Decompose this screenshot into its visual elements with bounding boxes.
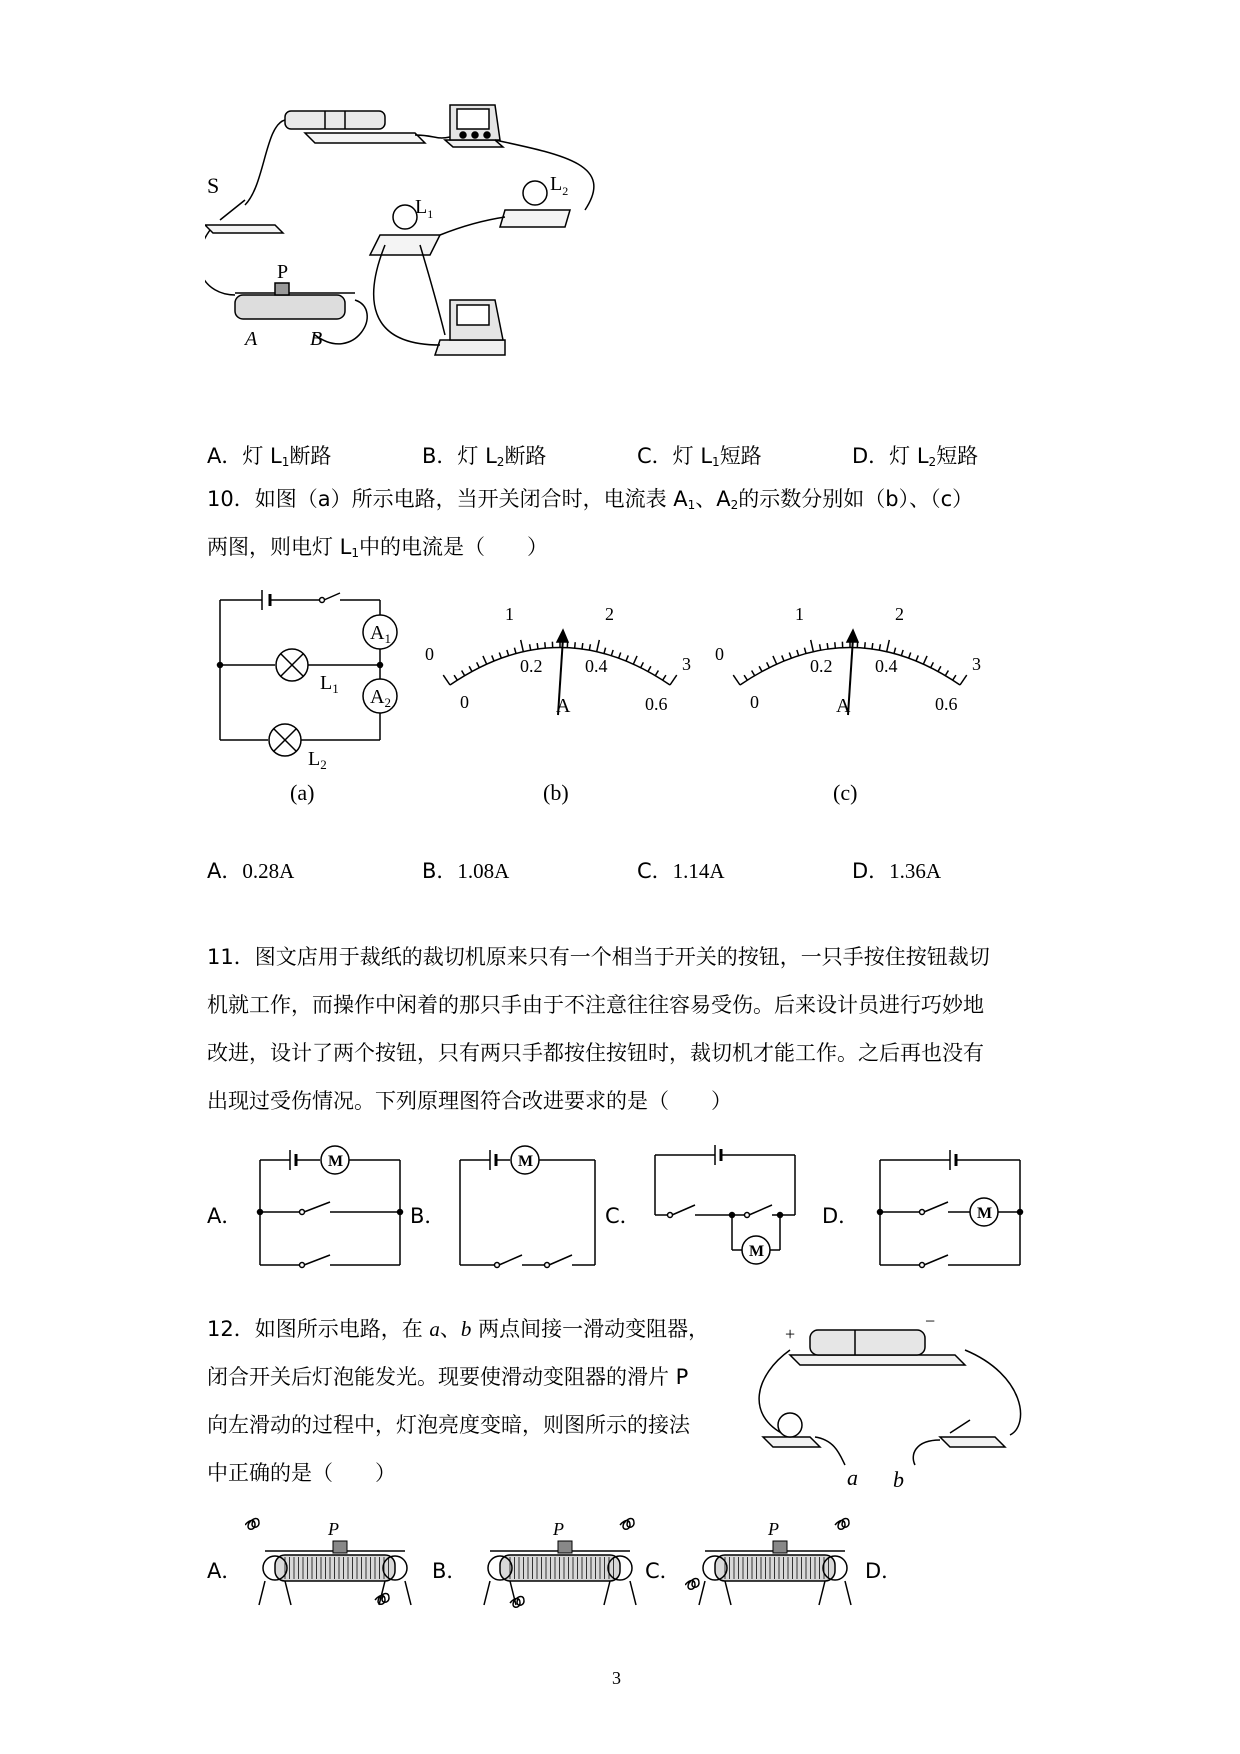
q9-label-a: A [245, 328, 258, 350]
q12-rheostat-c [685, 1515, 865, 1625]
q11-option-a[interactable]: A． [207, 1204, 243, 1228]
meter-tick [626, 655, 628, 661]
meter-tick [767, 662, 770, 667]
meter-tick [589, 644, 590, 650]
meter-tick [633, 656, 637, 664]
q9-label-p: P [277, 261, 289, 283]
q11-option-b[interactable]: B． [410, 1204, 446, 1228]
meter-tick [773, 656, 777, 664]
meter-tick [604, 648, 606, 654]
q10-meter-c-bottom-1: 0.2 [810, 656, 833, 676]
q12-option-a[interactable]: A． [207, 1559, 243, 1583]
q10-meter-c-top-1: 1 [795, 604, 804, 624]
q10-meter-c [710, 590, 1000, 805]
q12-label-plus: + [785, 1324, 796, 1344]
q12-question-line3: 向左滑动的过程中，灯泡亮度变暗，则图所示的接法 [207, 1413, 690, 1437]
meter-tick [469, 666, 472, 671]
meter-tick [545, 642, 546, 648]
q12-rheostat-b [470, 1515, 650, 1625]
q10-option-c[interactable]: C．1.14A [637, 859, 725, 883]
meter-tick [611, 650, 613, 656]
q10-question-line2: 两图，则电灯 $L_1$中的电流是（ ） [207, 535, 549, 560]
meter-tick [514, 648, 516, 654]
q9-option-b[interactable]: B．灯 $L_2$断路 [422, 444, 547, 469]
q10-meter-c-bottom-3: 0.6 [935, 694, 958, 714]
meter-tick [953, 675, 956, 680]
meter-tick [499, 653, 501, 659]
meter-tick [797, 650, 799, 656]
q11-question-line3: 改进，设计了两个按钮，只有两只手都按住按钮时，裁切机才能工作。之后再也没有 [207, 1041, 984, 1065]
q9-label-l1: $L_1$ [415, 196, 434, 221]
q9-option-a[interactable]: A．灯 $L_1$断路 [207, 444, 332, 469]
q10-meter-b-top-1: 1 [505, 604, 514, 624]
q11-question-line1: 11．图文店用于裁纸的裁切机原来只有一个相当于开关的按钮，一只手按住按钮裁切 [207, 945, 990, 969]
q10-meter-b-unit: A [556, 695, 571, 717]
meter-tick [663, 675, 666, 680]
q10-meter-c-top-2: 2 [895, 604, 904, 624]
q11-circuit-b [450, 1140, 610, 1275]
q10-meter-c-top-3: 3 [972, 654, 981, 674]
meter-tick [938, 666, 941, 671]
meter-tick [597, 640, 600, 652]
q10-meter-b-bottom-1: 0.2 [520, 656, 543, 676]
q9-label-s: S [207, 173, 220, 198]
meter-tick [820, 644, 821, 650]
rheostat-p-label: P [768, 1519, 779, 1539]
meter-tick [782, 655, 784, 661]
meter-tick [752, 671, 755, 676]
meter-tick [443, 675, 450, 685]
q12-question-line4: 中正确的是（ ） [207, 1461, 396, 1485]
q10-circuit-a [210, 585, 410, 805]
q10-question-line1: 10．如图（a）所示电路，当开关闭合时，电流表 $A_1$、$A_2$的示数分别如（b）、（c） [207, 487, 974, 512]
meter-tick [759, 666, 762, 671]
q11-option-c[interactable]: C． [605, 1204, 641, 1228]
q10-meter-b-top-2: 2 [605, 604, 614, 624]
q10-meter-c-top-0: 0 [715, 644, 724, 664]
meter-tick [909, 653, 911, 659]
meter-tick [483, 656, 487, 664]
q11-b-motor-label: M [518, 1153, 534, 1170]
q11-question-line2: 机就工作，而操作中闲着的那只手由于不注意往往容易受伤。后来设计员进行巧妙地 [207, 993, 984, 1017]
meter-tick [733, 675, 740, 685]
q10-option-d[interactable]: D．1.36A [852, 859, 942, 883]
q10-option-a[interactable]: A．0.28A [207, 859, 295, 883]
q10-option-b[interactable]: B．1.08A [422, 859, 510, 883]
meter-tick [901, 650, 903, 656]
meter-tick [521, 640, 524, 652]
meter-tick [454, 675, 457, 680]
q11-a-motor-label: M [328, 1153, 344, 1170]
q12-option-d[interactable]: D． [865, 1559, 903, 1583]
q11-option-d[interactable]: D． [822, 1204, 860, 1228]
q12-rheostat-a [245, 1515, 425, 1625]
q10-caption-c: (c) [833, 780, 858, 805]
meter-tick [923, 656, 927, 664]
q12-label-minus: − [925, 1315, 936, 1331]
q10-caption-a: (a) [290, 780, 315, 805]
q12-option-c[interactable]: C． [645, 1559, 681, 1583]
meter-tick [811, 640, 814, 652]
meter-tick [477, 662, 480, 667]
q12-circuit-figure [745, 1315, 1030, 1495]
q10-meter-b-bottom-3: 0.6 [645, 694, 668, 714]
rheostat-p-label: P [553, 1519, 564, 1539]
meter-tick [492, 655, 494, 661]
meter-tick [827, 643, 828, 649]
q9-option-d[interactable]: D．灯 $L_2$短路 [852, 444, 979, 469]
q11-circuit-a [250, 1140, 410, 1275]
q10-meter-c-bottom-0: 0 [750, 692, 759, 712]
q12-question-line1: 12．如图所示电路，在 a、b 两点间接一滑动变阻器， [207, 1317, 710, 1341]
q9-option-c[interactable]: C．灯 $L_1$短路 [637, 444, 762, 469]
meter-tick [537, 643, 538, 649]
meter-tick [619, 653, 621, 659]
meter-tick [804, 648, 806, 654]
page-number: 3 [612, 1668, 621, 1688]
meter-tick [916, 655, 918, 661]
meter-tick [462, 671, 465, 676]
meter-tick [648, 666, 651, 671]
q10-meter-c-bottom-2: 0.4 [875, 656, 898, 676]
rheostat-p-label: P [328, 1519, 339, 1539]
meter-tick [835, 642, 836, 648]
q10-meter-b-bottom-0: 0 [460, 692, 469, 712]
q10-caption-b: (b) [543, 780, 569, 805]
q10-meter-b-bottom-2: 0.4 [585, 656, 608, 676]
q9-circuit-figure [205, 95, 665, 395]
meter-tick [872, 643, 873, 649]
q10-meter-b-top-0: 0 [425, 644, 434, 664]
q10-l2-label: $L_2$ [308, 748, 327, 772]
q10-meter-b-top-3: 3 [682, 654, 691, 674]
meter-tick [744, 675, 747, 680]
meter-tick [575, 642, 576, 648]
meter-tick [960, 675, 967, 685]
q11-c-motor-label: M [749, 1243, 765, 1260]
q10-meter-b [420, 590, 710, 805]
meter-tick [865, 642, 866, 648]
q10-a1-label: $A_1$ [370, 622, 391, 646]
meter-tick [789, 653, 791, 659]
meter-tick [530, 644, 531, 650]
q12-label-b: b [893, 1467, 904, 1492]
meter-tick [655, 671, 658, 676]
q11-circuit-c [640, 1135, 810, 1285]
meter-tick [507, 650, 509, 656]
q11-question-line4: 出现过受伤情况。下列原理图符合改进要求的是（ ） [207, 1089, 732, 1113]
q12-question-line2: 闭合开关后灯泡能发光。现要使滑动变阻器的滑片 P [207, 1365, 689, 1389]
meter-tick [879, 644, 880, 650]
meter-tick [894, 648, 896, 654]
meter-tick [641, 662, 644, 667]
meter-tick [582, 643, 583, 649]
q12-label-a: a [847, 1465, 858, 1490]
meter-tick [945, 671, 948, 676]
q12-option-b[interactable]: B． [432, 1559, 468, 1583]
meter-tick [931, 662, 934, 667]
q10-l1-label: $L_1$ [320, 672, 339, 696]
meter-tick [887, 640, 890, 652]
q9-label-b: B [310, 328, 323, 350]
q10-meter-c-unit: A [836, 695, 851, 717]
q9-label-l2: $L_2$ [550, 173, 569, 198]
q10-a2-label: $A_2$ [370, 686, 391, 710]
q11-d-motor-label: M [977, 1205, 993, 1222]
meter-tick [670, 675, 677, 685]
q11-circuit-d [870, 1140, 1030, 1275]
